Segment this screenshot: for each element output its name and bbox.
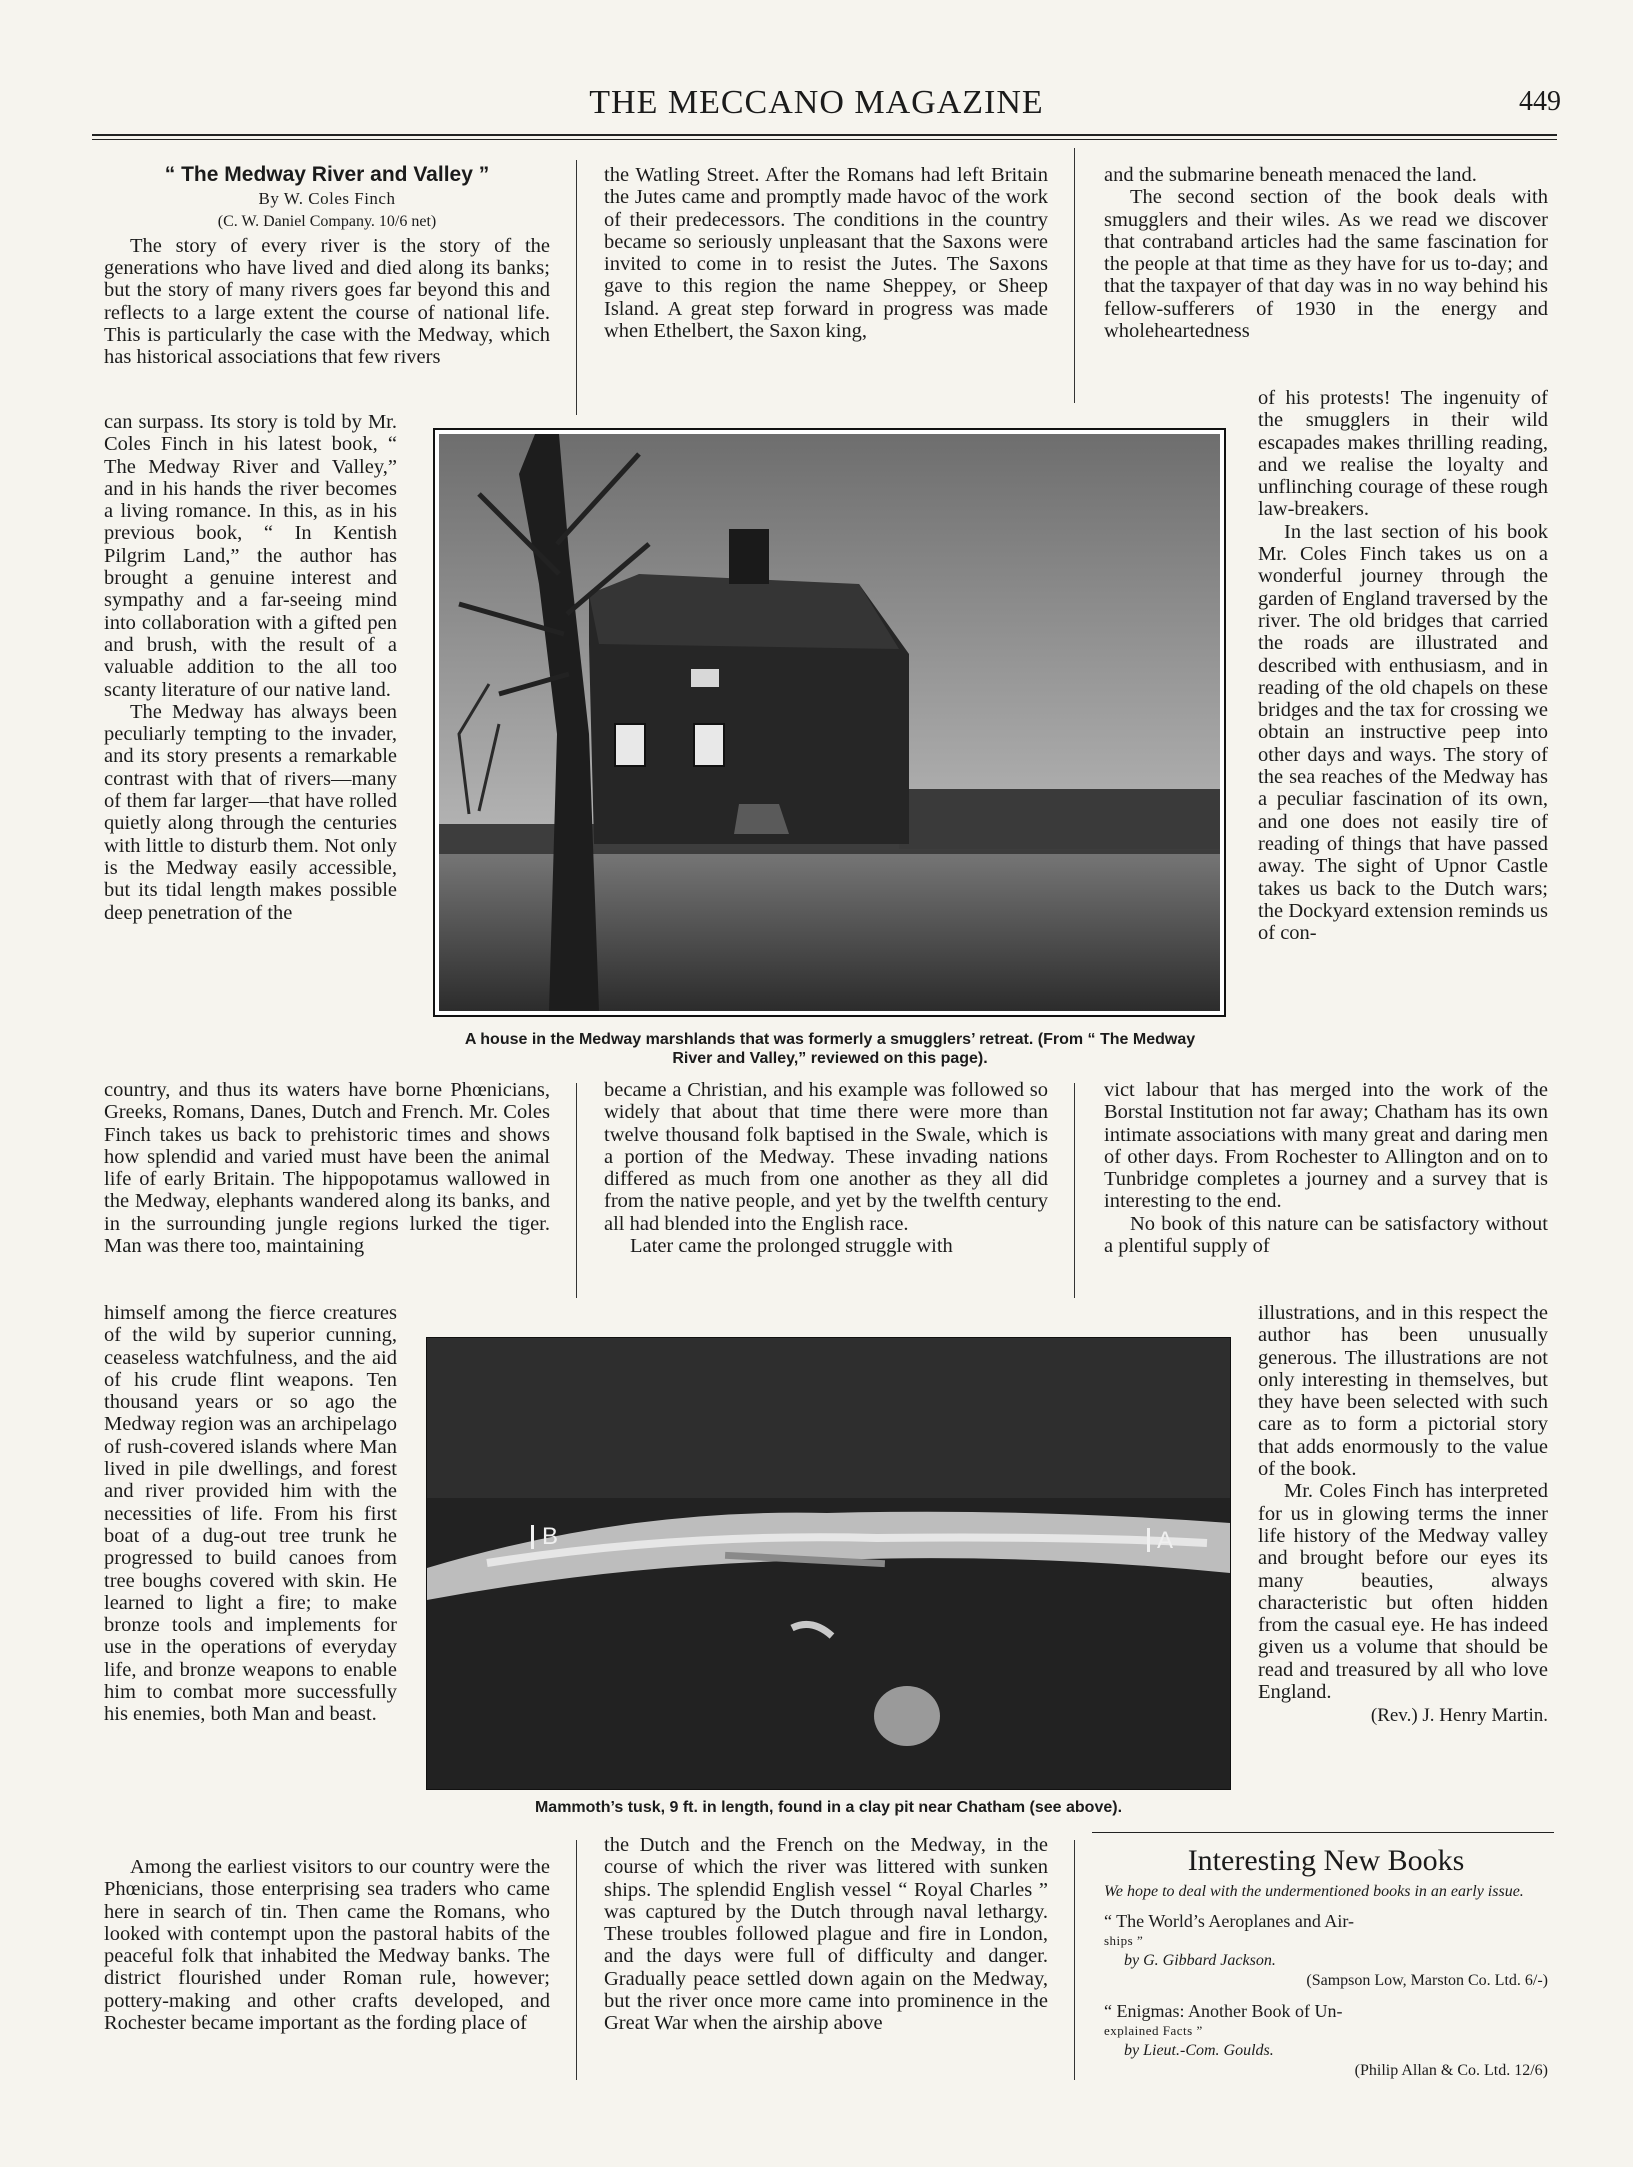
paragraph: Mr. Coles Finch has interpreted for us in glowing terms the inner life history of the Medway valley and brought before our eyes its many beauties, always characteristic but often hidden from the casual eye. He has indeed given us a volume that should be read and treasured by all who love England. <box>1258 1480 1548 1704</box>
paragraph: became a Christian, and his example was followed so widely that about that time there were more than twelve thousand folk baptised in the Swale, which is a portion of the Medway. These invading nations differed as much from one another as they all did from the native people, and yet by the twelfth century all had blended into the English race. <box>604 1079 1048 1235</box>
mammoth-tusk-photo <box>426 1337 1231 1790</box>
paragraph: Among the earliest visitors to our country were the Phœnicians, those enterprising sea traders who came here in search of tin. Then came the Romans, who looked with contempt upon the pastoral habits of the peaceful folk that inhabited the Medway banks. The district flourished under Roman rule, however; pottery-making and other crafts developed, and Rochester became important as the fording place of <box>104 1856 550 2035</box>
book-title: “ Enigmas: Another Book of Un- <box>1104 2001 1343 2021</box>
tusk-label-b: B <box>542 1523 559 1550</box>
paragraph: Later came the prolonged struggle with <box>630 1235 953 1258</box>
book-entry <box>1104 2001 1548 2081</box>
book-author: by Lieut.-Com. Goulds. <box>1124 2042 1274 2059</box>
paragraph: the Watling Street. After the Romans had left Britain the Jutes came and promptly made havoc of the work of their predecessors. The conditions in the country became so seriously unpleasant that the Saxons were invited to come in to resist the Jutes. The Saxons gave to this region the name Sheppey, or Sheep Island. A great step forward in progress was made when Ethelbert, the Saxon king, <box>604 164 1048 343</box>
review-publisher: (C. W. Daniel Company. 10/6 net) <box>217 212 437 230</box>
book-publisher: (Philip Allan & Co. Ltd. 12/6) <box>1354 2062 1548 2079</box>
book-entry <box>1104 1911 1548 1991</box>
column-1-top <box>104 164 550 369</box>
mammoth-tusk-image <box>427 1338 1230 1789</box>
column-1-narrow-b <box>104 1302 397 1726</box>
paragraph: himself among the fierce creatures of the wild by superior cunning, ceaseless watchfulness, and the aid of his crude flint weapons. Ten thousand years or so ago the Medway region was an archipelago of rush-covered islands where Man lived in pile dwellings, and forest and river provided him with the necessities of life. From his first boat of a dug-out tree trunk he progressed to build canoes from tree boughs covered with skin. He learned to light a fire; to make bronze tools and implements for use in the operations of everyday life, and bronze weapons to enable him to combat more successfully his enemies, both Man and beast. <box>104 1302 397 1726</box>
photo-caption <box>420 1030 1240 1068</box>
header-rule <box>92 134 1557 136</box>
column-divider <box>576 1840 577 2080</box>
paragraph: illustrations, and in this respect the author has been unusually generous. The illustrations are not only interesting in themselves, but they have been selected with such care as to form a pictorial story that adds enormously to the value of the book. <box>1258 1302 1548 1481</box>
book-publisher: (Sampson Low, Marston Co. Ltd. 6/-) <box>1306 1972 1548 1989</box>
book-author: by G. Gibbard Jackson. <box>1124 1952 1276 1969</box>
smugglers-house-image <box>439 434 1220 1011</box>
column-2-middle <box>604 1079 1048 1257</box>
paragraph: In the last section of his book Mr. Coles Finch takes us on a wonderful journey through the garden of England traversed by the river. The old bridges that carried the roads are illustrated and described with enthusiasm, and in reading of the old chapels on these bridges and the tax for crossing we obtain an instructive peep into other days and ways. The story of the sea reaches of the Medway has a peculiar fascination of its own, and one does not easily tire of reading of things that have passed away. The sight of Upnor Castle takes us back to the Dutch wars; the Dockyard extension reminds us of con- <box>1258 520 1548 945</box>
book-title: “ The World’s Aeroplanes and Air- <box>1104 1911 1354 1931</box>
paragraph: of his protests! The ingenuity of the smugglers in their wild escapades makes thrilling reading, and we realise the loyalty and unflinching courage of these rough law-breakers. <box>1258 387 1548 521</box>
column-3-top <box>1104 164 1548 342</box>
tusk-label-a: A <box>1157 1527 1174 1554</box>
column-divider <box>1074 1083 1075 1298</box>
review-byline: By W. Coles Finch <box>258 189 396 209</box>
paragraph: country, and thus its waters have borne Phœnicians, Greeks, Romans, Danes, Dutch and French. Mr. Coles Finch takes us back to prehistoric times and shows how splendid and varied must have been the animal life of early Britain. The hippopotamus wallowed in the Medway, elephants wandered along its banks, and in the surrounding jungle regions lurked the tiger. Man was there too, maintaining <box>104 1079 550 1258</box>
paragraph: can surpass. Its story is told by Mr. Coles Finch in his latest book, “ The Medway River and Valley,” and in his hands the river becomes a living romance. In this, as in his previous book, “ In Kentish Pilgrim Land,” the author has brought a genuine interest and sympathy and a far-seeing mind into collaboration with a gifted pen and brush, with the result of a valuable addition to the all too scanty literature of our native land. <box>104 411 397 701</box>
paragraph: the Dutch and the French on the Medway, in the course of which the river was littered with sunken ships. The splendid English vessel “ Royal Charles ” was captured by the Dutch through naval lethargy. These troubles followed plague and fire in London, and the days were full of difficulty and danger. Gradually peace settled down again on the Medway, but the river once more came into prominence in the Great War when the airship above <box>604 1834 1048 2035</box>
paragraph: vict labour that has merged into the work of the Borstal Institution not far away; Chatham has its own intimate associations with many great and daring men of other days. From Rochester to Allington and on to Tunbridge completes a journey and a survey that is interesting to the end. <box>1104 1079 1548 1213</box>
column-1-narrow-a <box>104 411 397 924</box>
column-1-bottom <box>104 1856 550 2034</box>
column-divider <box>576 160 577 415</box>
column-2-bottom <box>604 1834 1048 2035</box>
new-books-section <box>1104 1838 1548 2081</box>
page-number: 449 <box>1519 86 1561 117</box>
column-3-narrow-a <box>1258 387 1548 944</box>
paragraph: The second section of the book deals with smugglers and their wiles. As we read we discover that contraband articles had the same fascination for the people at that time as they have for us to-day; and that the taxpayer of that day was in no way behind his fellow-sufferers of 1930 in the energy and wholeheartedness <box>1104 186 1548 343</box>
caption-line: River and Valley,” reviewed on this page). <box>672 1050 988 1067</box>
book-title-cont: explained Facts ” <box>1104 2023 1203 2038</box>
column-divider <box>576 1083 577 1298</box>
book-title-cont: ships ” <box>1104 1933 1144 1948</box>
paragraph: and the submarine beneath menaced the land. <box>1104 164 1477 186</box>
column-divider <box>1074 148 1075 403</box>
new-books-title: Interesting New Books <box>1187 1844 1465 1877</box>
column-3-wide <box>1104 1079 1548 1257</box>
paragraph: The Medway has always been peculiarly tempting to the invader, and its story presents a remarkable contrast with that of rivers—many of them far larger—that have rolled quietly along through the centuries with little to disturb them. Not only is the Medway easily accessible, but its tidal length makes possible deep penetration of the <box>104 700 397 924</box>
column-3-narrow-b <box>1258 1302 1548 1728</box>
column-2-top <box>604 164 1048 342</box>
new-books-intro: We hope to deal with the undermentioned books in an early issue. <box>1104 1883 1524 1900</box>
column-divider <box>1074 1840 1075 2080</box>
magazine-title: THE MECCANO MAGAZINE <box>589 84 1044 121</box>
photo-caption: Mammoth’s tusk, 9 ft. in length, found in a clay pit near Chatham (see above). <box>534 1799 1123 1816</box>
review-title: “ The Medway River and Valley ” <box>164 163 490 186</box>
smugglers-house-photo <box>433 428 1226 1017</box>
caption-line: A house in the Medway marshlands that was formerly a smugglers’ retreat. (From “ The Medway <box>464 1031 1196 1048</box>
column-1-wide <box>104 1079 550 1257</box>
review-signature: (Rev.) J. Henry Martin. <box>1370 1705 1548 1727</box>
paragraph: No book of this nature can be satisfactory without a plentiful supply of <box>1104 1212 1548 1258</box>
new-books-rule <box>1092 1832 1554 1833</box>
paragraph: The story of every river is the story of the generations who have lived and died along its banks; but the story of many rivers goes far beyond this and reflects to a large extent the course of national life. This is particularly the case with the Medway, which has historical associations that few rivers <box>104 234 550 369</box>
header-rule-thin <box>92 139 1557 140</box>
